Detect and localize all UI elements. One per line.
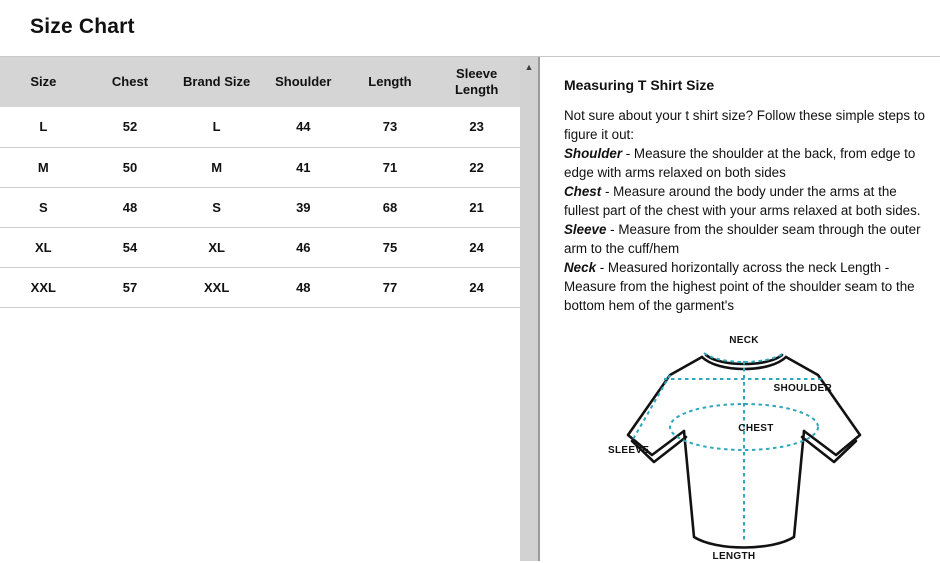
- size-table: [0, 57, 520, 308]
- table-header-row: [0, 57, 520, 107]
- cell-shoulder: 41: [260, 147, 347, 187]
- col-header-size: Size: [0, 57, 87, 107]
- cell-brand-size: XL: [173, 227, 260, 267]
- cell-shoulder: 46: [260, 227, 347, 267]
- cell-brand-size: L: [173, 107, 260, 147]
- table-row: [0, 147, 520, 187]
- cell-length: 71: [347, 147, 434, 187]
- vertical-scrollbar[interactable]: [520, 57, 540, 561]
- cell-size: M: [0, 147, 87, 187]
- cell-chest: 48: [87, 187, 174, 227]
- cell-chest: 57: [87, 267, 174, 307]
- cell-shoulder: 44: [260, 107, 347, 147]
- intro-text: Not sure about your t shirt size? Follow these simple steps to figure it out:: [564, 108, 925, 142]
- col-header-brand-size: Brand Size: [173, 57, 260, 107]
- titlebar: [0, 0, 940, 56]
- cell-size: XL: [0, 227, 87, 267]
- cell-length: 75: [347, 227, 434, 267]
- table-row: [0, 187, 520, 227]
- measure-term: Chest: [564, 184, 602, 199]
- measure-desc: - Measure the shoulder at the back, from edge to edge with arms relaxed on both sides: [564, 146, 916, 180]
- measure-term: Neck: [564, 260, 597, 275]
- measure-item-shoulder: [564, 144, 928, 182]
- neck-label: NECK: [729, 335, 759, 346]
- cell-chest: 50: [87, 147, 174, 187]
- measure-term: Shoulder: [564, 146, 623, 161]
- table-row: [0, 227, 520, 267]
- tshirt-measurement-diagram: [606, 331, 886, 563]
- cell-chest: 52: [87, 107, 174, 147]
- length-label: LENGTH: [712, 551, 756, 562]
- shoulder-label: SHOULDER: [773, 383, 832, 394]
- cell-chest: 54: [87, 227, 174, 267]
- cell-sleeve-length: 22: [433, 147, 520, 187]
- cell-size: L: [0, 107, 87, 147]
- sleeve-label: SLEEVE: [608, 445, 650, 456]
- cell-brand-size: S: [173, 187, 260, 227]
- chest-label: CHEST: [738, 423, 774, 434]
- table-row: [0, 267, 520, 307]
- info-heading: Measuring T Shirt Size: [564, 77, 715, 93]
- col-header-length: Length: [347, 57, 434, 107]
- cell-sleeve-length: 24: [433, 227, 520, 267]
- measure-term: Sleeve: [564, 222, 607, 237]
- col-header-chest: Chest: [87, 57, 174, 107]
- cell-shoulder: 39: [260, 187, 347, 227]
- col-header-sleeve-length: Sleeve Length: [433, 57, 520, 107]
- cell-length: 73: [347, 107, 434, 147]
- measure-item-neck: [564, 258, 928, 315]
- scroll-up-arrow-icon[interactable]: ▲: [524, 62, 534, 72]
- content-area: [0, 56, 940, 561]
- cell-sleeve-length: 21: [433, 187, 520, 227]
- cell-shoulder: 48: [260, 267, 347, 307]
- measure-desc: - Measure around the body under the arms at the fullest part of the chest with your arms relaxed at both sides.: [564, 184, 921, 218]
- size-table-area: [0, 57, 520, 561]
- page-title: Size Chart: [30, 15, 135, 38]
- cell-length: 68: [347, 187, 434, 227]
- info-text: [564, 106, 928, 315]
- col-header-shoulder: Shoulder: [260, 57, 347, 107]
- measuring-info-panel: [540, 57, 940, 561]
- cell-sleeve-length: 24: [433, 267, 520, 307]
- table-row: [0, 107, 520, 147]
- tshirt-diagram-svg: [606, 331, 886, 563]
- cell-length: 77: [347, 267, 434, 307]
- measure-item-sleeve: [564, 220, 928, 258]
- cell-sleeve-length: 23: [433, 107, 520, 147]
- cell-size: XXL: [0, 267, 87, 307]
- measure-item-chest: [564, 182, 928, 220]
- measure-desc: - Measured horizontally across the neck Length - Measure from the highest point of the shoulder seam to the bottom hem of the garment's: [564, 260, 915, 313]
- cell-brand-size: M: [173, 147, 260, 187]
- cell-size: S: [0, 187, 87, 227]
- cell-brand-size: XXL: [173, 267, 260, 307]
- measure-desc: - Measure from the shoulder seam through the outer arm to the cuff/hem: [564, 222, 921, 256]
